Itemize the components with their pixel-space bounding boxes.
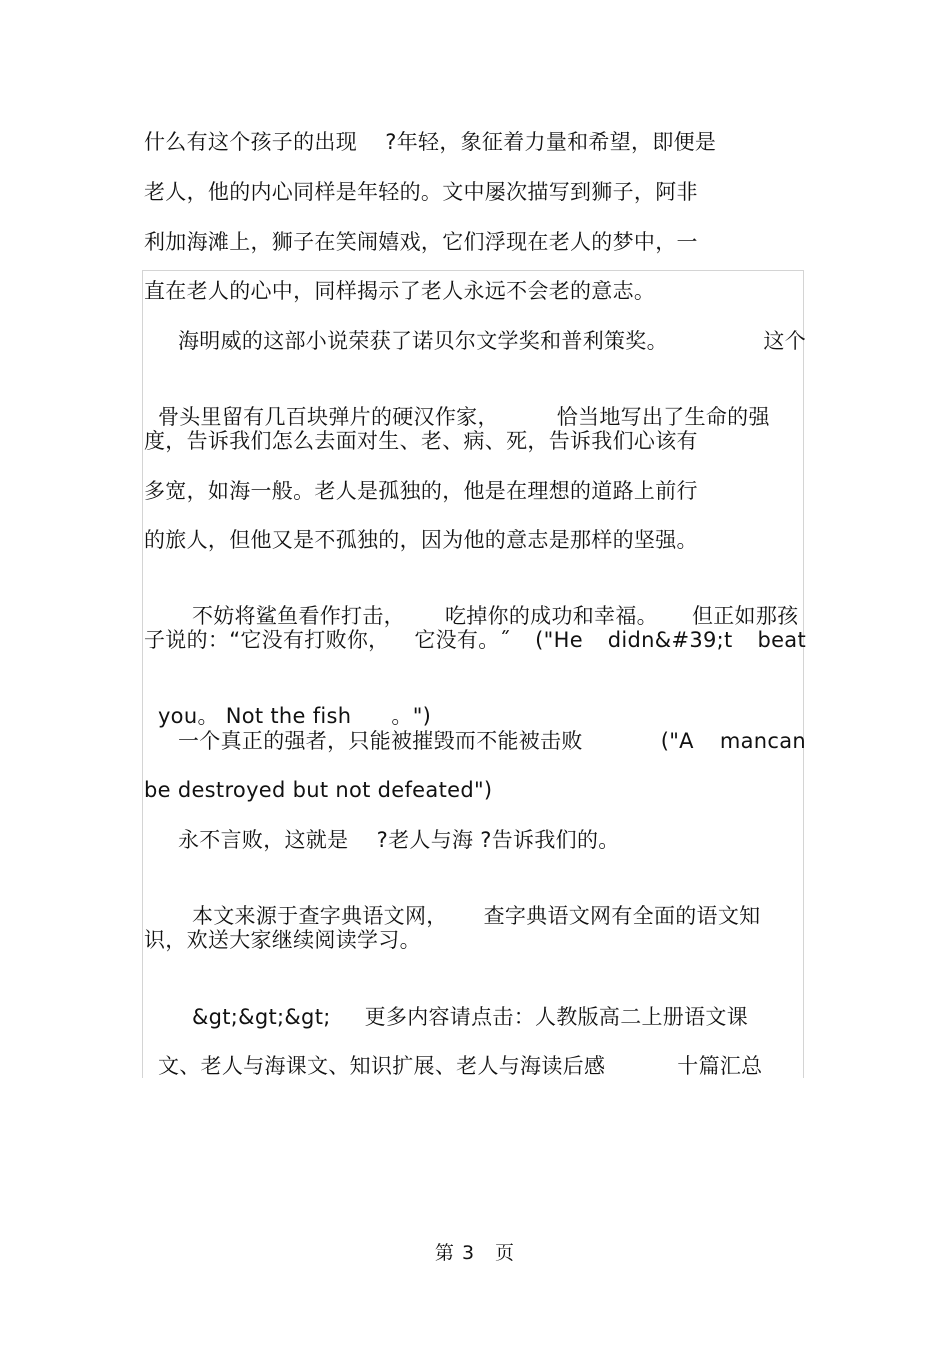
text-segment: 。") — [391, 704, 432, 728]
page-number: 第 3 页 — [434, 1242, 516, 1264]
text-segment: mancan — [719, 729, 806, 753]
paragraph-2-line-3: 度，告诉我们怎么去面对生、老、病、死，告诉我们心该有 — [144, 429, 698, 453]
text-segment: 但正如那孩 — [691, 604, 799, 628]
paragraph-7-line-2 — [144, 1027, 806, 1078]
paragraph-2-line-5: 的旅人，但他又是不孤独的，因为他的意志是那样的坚强。 — [144, 528, 698, 552]
text-line-2: 老人，他的内心同样是年轻的。文中屡次描写到狮子，阿非 — [144, 180, 698, 204]
text-segment: didn&#39;t — [607, 628, 733, 652]
paragraph-5-line-1: 永不言败，这就是 ?老人与海 ?告诉我们的。 — [178, 828, 620, 852]
text-segment: ("He — [535, 628, 583, 652]
text-segment: ("A — [660, 729, 694, 753]
text-segment: 它没有。˝ — [414, 628, 511, 652]
paragraph-4-line-2: be destroyed but not defeated") — [144, 778, 493, 802]
text-segment: 一个真正的强者，只能被摧毁而不能被击败 — [178, 729, 583, 753]
text-segment: 本文来源于查字典语文网， — [191, 904, 448, 928]
paragraph-7-line-1 — [178, 978, 806, 1029]
text-line-1: 什么有这个孩子的出现 ?年轻，象征着力量和希望，即便是 — [144, 130, 717, 154]
paragraph-4-line-1 — [178, 728, 806, 754]
text-segment: 骨头里留有几百块弹片的硬汉作家， — [157, 405, 499, 429]
text-segment: you。 Not the fish — [157, 704, 352, 728]
text-line-3: 利加海滩上，狮子在笑闹嬉戏，它们浮现在老人的梦中，一 — [144, 230, 698, 254]
text-segment: 文、老人与海课文、知识扩展、老人与海读后感 — [157, 1054, 606, 1078]
text-segment: 子说的：“它没有打败你， — [144, 628, 390, 652]
paragraph-2-line-2 — [144, 378, 806, 429]
text-segment: beat — [757, 628, 806, 652]
text-segment: &gt;&gt;&gt; — [191, 1005, 331, 1029]
text-segment: 十篇汇总 — [677, 1054, 763, 1078]
text-segment: 恰当地写出了生命的强 — [556, 405, 770, 429]
text-segment: 这个 — [763, 329, 806, 353]
paragraph-2-line-4: 多宽，如海一般。老人是孤独的，他是在理想的道路上前行 — [144, 479, 698, 503]
paragraph-3-line-2 — [144, 627, 806, 653]
text-segment: 查字典语文网有全面的语文知 — [483, 904, 761, 928]
paragraph-3-line-1 — [178, 577, 806, 628]
paragraph-6-line-1 — [178, 877, 806, 928]
paragraph-6-line-2: 识，欢送大家继续阅读学习。 — [144, 928, 421, 952]
text-segment: 更多内容请点击：人教版高二上册语文课 — [364, 1005, 749, 1029]
paragraph-3-line-3 — [144, 677, 806, 728]
text-line-4: 直在老人的心中，同样揭示了老人永远不会老的意志。 — [144, 279, 656, 303]
paragraph-2-line-1 — [178, 328, 806, 354]
text-segment: 吃掉你的成功和幸福。 — [444, 604, 658, 628]
text-segment: 海明威的这部小说荣获了诺贝尔文学奖和普利策奖。 — [178, 329, 668, 353]
text-segment: 不妨将鲨鱼看作打击， — [191, 604, 405, 628]
